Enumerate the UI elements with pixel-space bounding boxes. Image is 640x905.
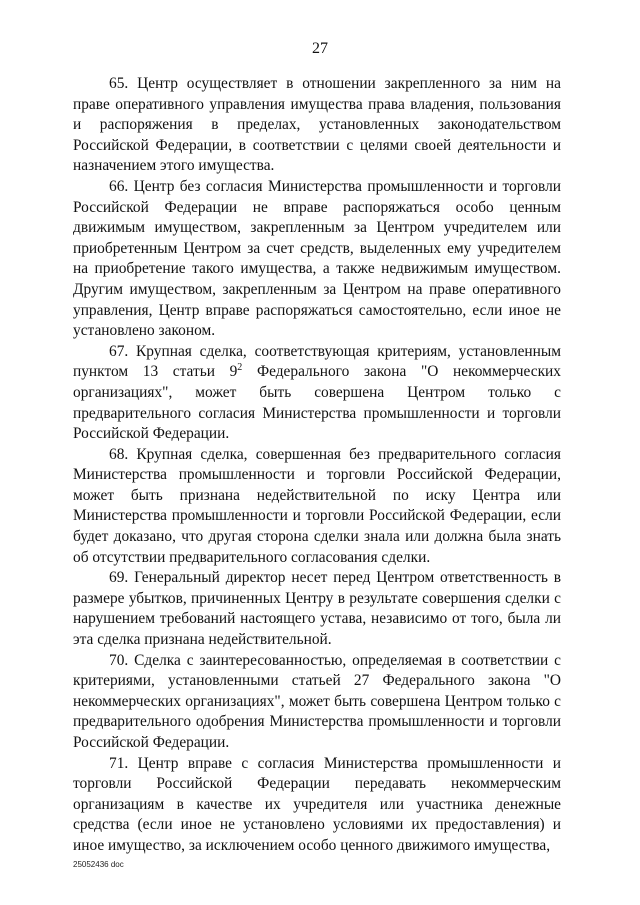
paragraph-65: 65. Центр осуществляет в отношении закрепленного за ним на праве оперативного управления имущества права владения, пользования и распоряжения в пределах, установленных законодательством Российской Федерации, в соответствии с целями своей деятельности и назначением этого имущества. bbox=[73, 75, 561, 175]
paragraph-66: 66. Центр без согласия Министерства промышленности и торговли Российской Федерации не вправе распоряжаться особо ценным движимым имуществом, закрепленным за Центром учредителем или приобретенным Центром за счет средств, выделенных ему учредителем на приобретение такого имущества, а также недвижимым имуществом. Другим имуществом, закрепленным за Центром на праве оперативного управления, Центр вправе распоряжаться самостоятельно, если иное не установлено законом. bbox=[73, 177, 561, 340]
article-superscript: 2 bbox=[237, 362, 243, 374]
paragraph-68: 68. Крупная сделка, совершенная без предварительного согласия Министерства промышленности и торговли Российской Федерации, может быть признана недействительной по иску Центра или Министерства промышленности и торговли Российской Федерации, если будет доказано, что другая сторона сделки знала или должна была знать об отсутствии предварительного согласования сделки. bbox=[73, 445, 561, 566]
paragraph-67-text-start: 67. Крупная сделка, соответствующая критериям, установленным пунктом 13 статьи 9 bbox=[73, 342, 561, 381]
paragraph-67-text-end: Федерального закона "О некоммерческих организациях", может быть совершена Центром только с предварительного согласия Министерства промышленности и торговли Российской Федерации. bbox=[73, 363, 561, 443]
document-body bbox=[73, 74, 561, 857]
document-file-code: 25052436 doc bbox=[73, 860, 124, 869]
paragraph-71: 71. Центр вправе с согласия Министерства промышленности и торговли Российской Федерации передавать некоммерческим организациям в качестве их учредителя или участника денежные средства (если иное не установлено условиями их предоставления) и иное имущество, за исключением особо ценного движимого имущества, bbox=[73, 754, 561, 854]
paragraph-67 bbox=[73, 342, 561, 445]
page-number: 27 bbox=[312, 40, 328, 57]
paragraph-69: 69. Генеральный директор несет перед Центром ответственность в размере убытков, причиненных Центру в результате совершения сделки с нарушением требований настоящего устава, независимо от того, была ли эта сделка признана недействительной. bbox=[73, 569, 561, 649]
paragraph-70: 70. Сделка с заинтересованностью, определяемая в соответствии с критериями, установленными статьей 27 Федерального закона "О некоммерческих организациях", может быть совершена Центром только с предварительного одобрения Министерства промышленности и торговли Российской Федерации. bbox=[73, 651, 561, 751]
